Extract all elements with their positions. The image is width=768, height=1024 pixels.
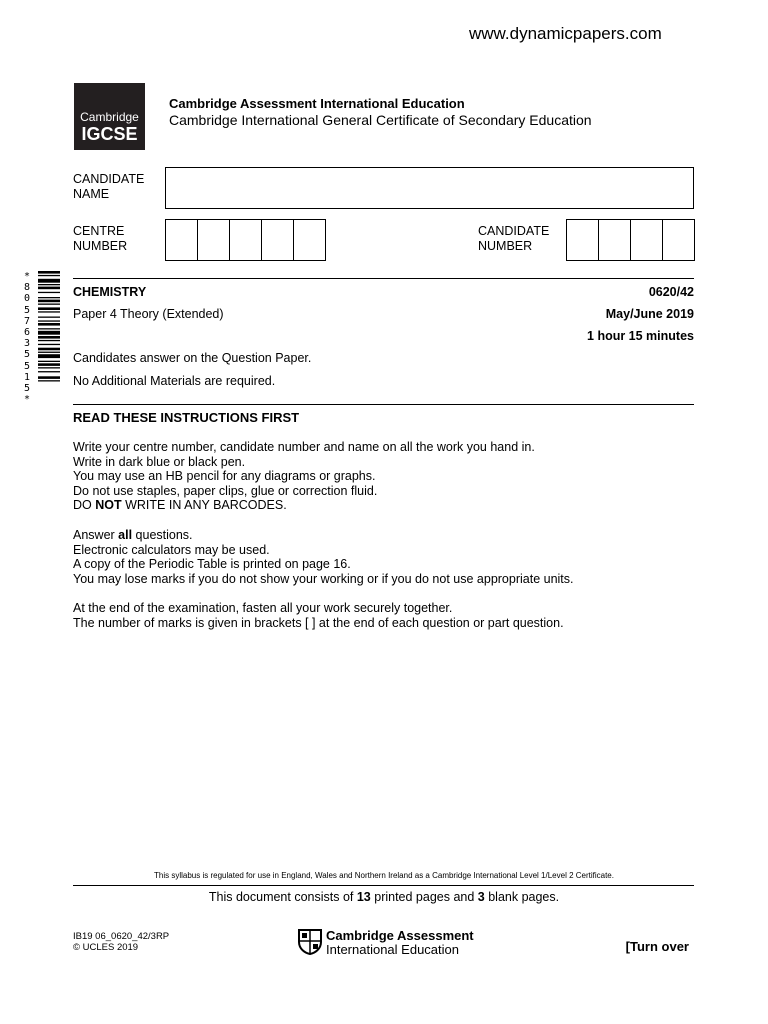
instruction-line: DO NOT WRITE IN ANY BARCODES.: [73, 498, 287, 513]
exam-session: May/June 2019: [605, 307, 694, 321]
barcode-bar: [38, 275, 60, 276]
candidate-number-field[interactable]: [566, 219, 695, 261]
barcode-bar: [38, 361, 60, 362]
instructions-group-c: [73, 601, 564, 630]
digit-box[interactable]: [567, 220, 599, 260]
paper-name: Paper 4 Theory (Extended): [73, 307, 224, 321]
materials-note: No Additional Materials are required.: [73, 374, 276, 388]
candidate-name-label: CANDIDATE NAME: [73, 172, 145, 201]
barcode-bar: [38, 340, 60, 341]
instruction-line: A copy of the Periodic Table is printed on page 16.: [73, 557, 351, 572]
barcode-bar: [38, 367, 60, 368]
barcode-bar: [38, 279, 60, 283]
digit-box[interactable]: [663, 220, 694, 260]
digit-box[interactable]: [262, 220, 294, 260]
document-reference: [73, 931, 169, 953]
barcode-bar: [38, 317, 60, 318]
barcode-bar: [38, 304, 60, 305]
digit-box[interactable]: [230, 220, 262, 260]
digit-box[interactable]: [631, 220, 663, 260]
regulation-note: This syllabus is regulated for use in England, Wales and Northern Ireland as a Cambridge International Level 1/Level 2 Certificate.: [154, 871, 614, 880]
qualification-name: Cambridge International General Certificate of Secondary Education: [169, 112, 592, 128]
instructions-heading: READ THESE INSTRUCTIONS FIRST: [73, 410, 300, 425]
instruction-line: The number of marks is given in brackets [ ] at the end of each question or part question.: [73, 615, 564, 630]
website-url: www.dynamicpapers.com: [469, 24, 662, 43]
instruction-line: Electronic calculators may be used.: [73, 542, 270, 557]
barcode-digits: * 8 0 5 7 6 3 5 5 1 5 *: [23, 271, 31, 406]
candidate-name-field[interactable]: [165, 167, 694, 209]
barcode-bar: [38, 287, 60, 290]
barcode-bar: [38, 328, 60, 329]
shield-icon: [298, 929, 322, 955]
instruction-line: At the end of the examination, fasten all your work securely together.: [73, 601, 453, 615]
centre-number-label: CENTRE NUMBER: [73, 224, 128, 253]
instructions-group-b: [73, 528, 574, 586]
barcode-bar: [38, 336, 60, 339]
digit-box[interactable]: [198, 220, 230, 260]
barcode-bar: [38, 344, 60, 345]
barcode-bar: [38, 284, 60, 285]
barcode-bar: [38, 354, 60, 358]
barcode-bar: [38, 320, 60, 321]
ca-logo-line-2: International Education: [326, 942, 459, 957]
copyright: © UCLES 2019: [73, 942, 139, 953]
barcode-bar: [38, 300, 60, 303]
divider: [73, 278, 694, 279]
answer-instruction: Candidates answer on the Question Paper.: [73, 351, 312, 365]
subject-title: CHEMISTRY: [73, 285, 147, 299]
turn-over-note: [Turn over: [625, 939, 689, 954]
digit-box[interactable]: [599, 220, 631, 260]
barcode-bar: [38, 331, 60, 335]
barcode-bar: [38, 292, 60, 293]
divider: [73, 404, 694, 405]
logo-line-2: IGCSE: [81, 124, 138, 144]
barcode-bar: [38, 271, 60, 274]
instruction-line: Write your centre number, candidate number and name on all the work you hand in.: [73, 440, 535, 454]
barcode-bar: [38, 348, 60, 351]
divider: [73, 885, 694, 886]
instruction-line: Do not use staples, paper clips, glue or correction fluid.: [73, 483, 378, 498]
barcode-bar: [38, 363, 60, 366]
barcode-bar: [38, 323, 60, 326]
instruction-line: You may lose marks if you do not show your working or if you do not use appropriate units.: [73, 571, 574, 586]
cambridge-igcse-logo: [74, 83, 145, 150]
candidate-number-label: CANDIDATE NUMBER: [478, 224, 550, 253]
instruction-line: You may use an HB pencil for any diagrams or graphs.: [73, 469, 376, 484]
instruction-line: Answer all questions.: [73, 528, 193, 542]
reference-code: IB19 06_0620_42/3RP: [73, 931, 170, 942]
organisation-name: Cambridge Assessment International Education: [169, 96, 465, 111]
barcode-bar: [38, 307, 60, 310]
centre-number-field[interactable]: [165, 219, 326, 261]
ca-logo-line-1: Cambridge Assessment: [326, 928, 474, 943]
exam-duration: 1 hour 15 minutes: [587, 329, 694, 343]
barcode-bar: [38, 371, 60, 372]
logo-line-1: Cambridge: [80, 110, 139, 124]
digit-box[interactable]: [166, 220, 198, 260]
instruction-line: Write in dark blue or black pen.: [73, 454, 246, 469]
barcode-bar: [38, 311, 60, 312]
barcode-bar: [38, 297, 60, 298]
barcode-bar: [38, 380, 60, 381]
digit-box[interactable]: [294, 220, 325, 260]
barcode-bar: [38, 352, 60, 353]
page-count-note: This document consists of 13 printed pages and 3 blank pages.: [208, 890, 560, 904]
instructions-group-a: [73, 440, 535, 513]
paper-code: 0620/42: [648, 285, 694, 299]
barcode-bar: [38, 376, 60, 379]
